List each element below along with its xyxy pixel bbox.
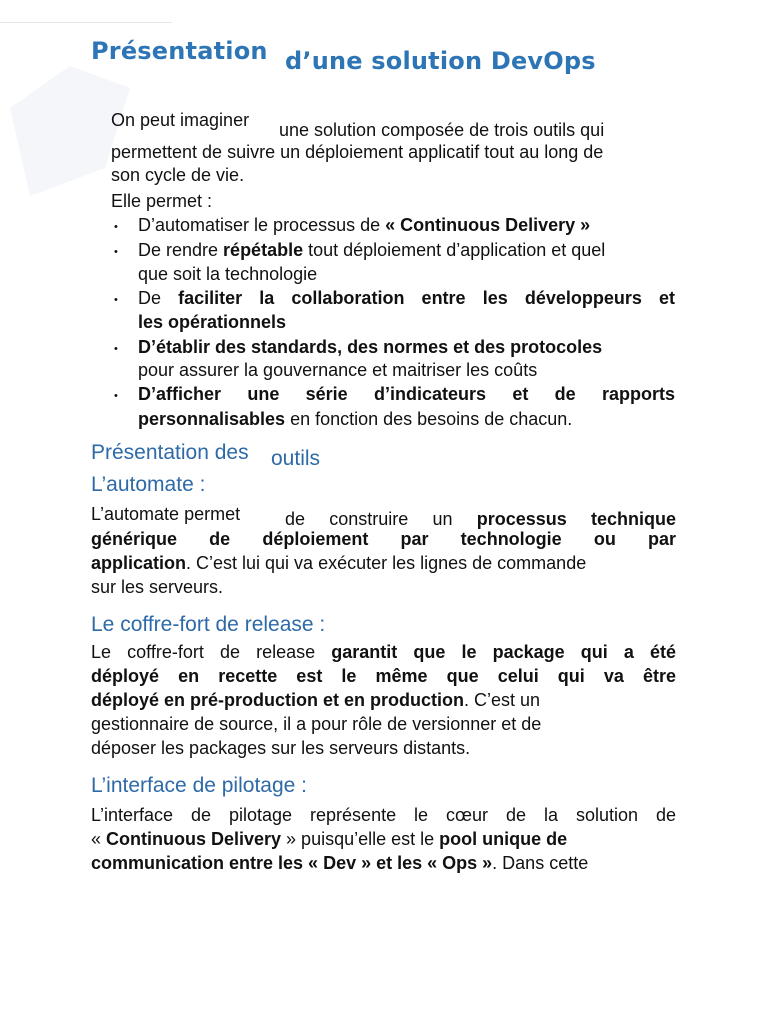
section-heading-tools-a: Présentation des	[91, 441, 249, 464]
coffre-line-1-text: Le coffre-fort de release	[91, 642, 332, 662]
heading-automate: L’automate :	[91, 473, 206, 496]
coffre-line-5: déposer les packages sur les serveurs distants.	[91, 738, 471, 758]
interface-line-3-text: . Dans cette	[492, 853, 589, 873]
bullet-5-bold: personnalisables	[138, 409, 286, 429]
intro-line-3: son cycle de vie.	[111, 165, 245, 185]
bullet-2-bold: répétable	[223, 240, 304, 260]
intro-line-1b: une solution composée de trois outils qui	[279, 120, 605, 140]
coffre-line-1	[91, 640, 676, 664]
coffre-line-3-text: . C’est un	[464, 690, 541, 710]
intro-line-2: permettent de suivre un déploiement applicatif tout au long de	[111, 142, 604, 162]
automate-line-4: sur les serveurs.	[91, 577, 224, 597]
coffre-line-1-bold: garantit que le package qui a été	[331, 642, 676, 662]
interface-line-3-bold: communication entre les « Dev » et les « Ops »	[91, 853, 493, 873]
coffre-line-3	[91, 688, 540, 712]
bullet-1-bold: « Continuous Delivery »	[385, 215, 591, 235]
automate-line-3-bold: application	[91, 553, 187, 573]
bullet-4-line-2: pour assurer la gouvernance et maitriser les coûts	[138, 360, 538, 380]
bullet-dot: •	[114, 246, 118, 258]
automate-line-3-text: . C’est lui qui va exécuter les lignes de commande	[186, 553, 587, 573]
interface-line-2	[91, 827, 567, 851]
coffre-line-2: déployé en recette est le même que celui qui va être	[91, 666, 676, 686]
bullet-2-post: tout déploiement d’application et quel	[303, 240, 606, 260]
bullet-1-text: D’automatiser le processus de	[138, 215, 386, 235]
heading-coffre-fort: Le coffre-fort de release :	[91, 613, 326, 636]
automate-line-2: générique de déploiement par technologie ou par	[91, 529, 676, 549]
bullet-5: D’afficher une série d’indicateurs et de rapports	[138, 384, 675, 404]
bullet-3-text: De	[138, 288, 179, 308]
automate-line-1a: L’automate permet	[91, 504, 241, 524]
automate-line-3	[91, 551, 586, 575]
automate-line-1b-bold: processus technique	[476, 509, 677, 529]
intro-line-4: Elle permet :	[111, 191, 213, 211]
coffre-line-3-bold: déployé en pré-production et en production	[91, 690, 465, 710]
bullet-5-line-2	[138, 407, 572, 431]
bullet-3-line-2: les opérationnels	[138, 312, 287, 332]
bullet-dot: •	[114, 221, 118, 233]
bullet-dot: •	[114, 294, 118, 306]
heading-interface-pilotage: L’interface de pilotage :	[91, 774, 307, 797]
bullet-5-post: en fonction des besoins de chacun.	[285, 409, 573, 429]
intro-line-1a: On peut imaginer	[111, 110, 250, 130]
bullet-4: D’établir des standards, des normes et des protocoles	[138, 337, 603, 357]
interface-line-2-pre: «	[91, 829, 107, 849]
page-title-part2: d’une solution DevOps	[285, 47, 596, 75]
bullet-2-line-2: que soit la technologie	[138, 264, 318, 284]
bullet-dot: •	[114, 390, 118, 402]
coffre-line-4: gestionnaire de source, il a pour rôle de versionner et de	[91, 714, 542, 734]
bullet-1	[138, 213, 590, 237]
bullet-2-text: De rendre	[138, 240, 224, 260]
automate-line-1b-text: de construire un	[285, 509, 477, 529]
interface-line-1: L’interface de pilotage représente le cœur de la solution de	[91, 805, 676, 825]
bullet-3-bold: faciliter la collaboration entre les développeurs et	[178, 288, 675, 308]
bullet-2	[138, 238, 605, 262]
page-title-part1: Présentation	[91, 37, 268, 65]
interface-line-3	[91, 851, 588, 875]
bullet-dot: •	[114, 343, 118, 355]
interface-line-2-bold-1: Continuous Delivery	[106, 829, 282, 849]
bullet-3	[138, 286, 675, 310]
top-rule	[0, 22, 172, 23]
section-heading-tools-b: outils	[271, 447, 321, 470]
interface-line-2-bold-2: pool unique de	[439, 829, 568, 849]
interface-line-2-mid: » puisqu’elle est le	[281, 829, 440, 849]
